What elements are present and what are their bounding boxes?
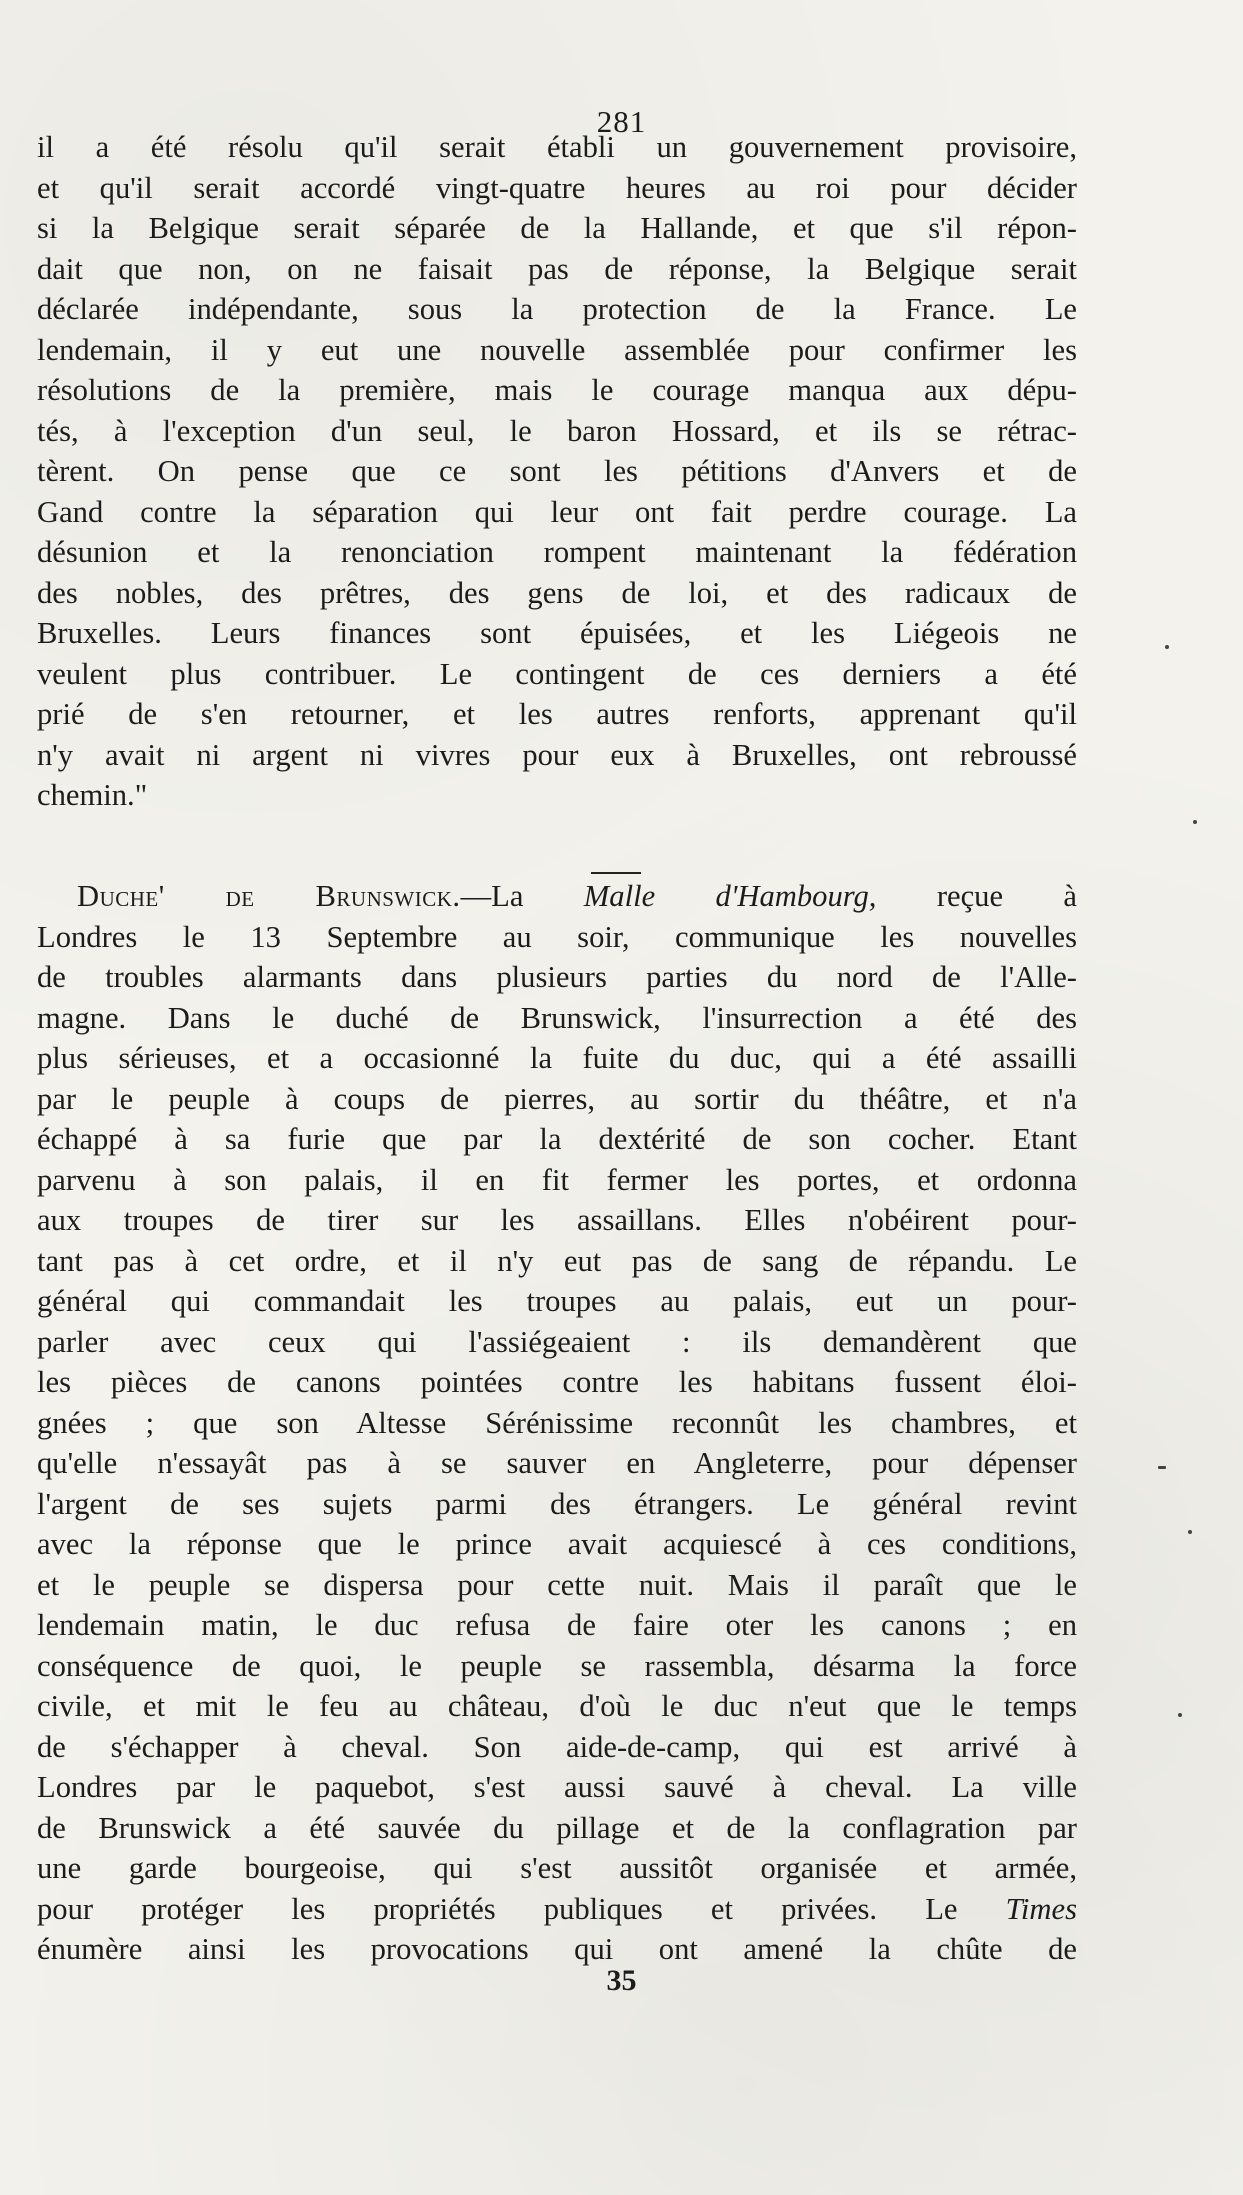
text-line: désunion et la renonciation rompent maintenant la fédération xyxy=(37,535,1077,569)
ink-speck xyxy=(1158,1466,1166,1469)
text-line: prié de s'en retourner, et les autres renforts, apprenant qu'il xyxy=(37,697,1077,731)
newspaper-title: Times xyxy=(1005,1891,1077,1926)
newspaper-title: Malle d'Hambourg, xyxy=(583,879,877,913)
section-separator xyxy=(591,872,641,874)
text-line: général qui commandait les troupes au palais, eut un pour- xyxy=(37,1284,1077,1318)
text-line: de Brunswick a été sauvée du pillage et de la conflagration par xyxy=(37,1810,1077,1845)
text-line: parvenu à son palais, il en fit fermer les portes, et ordonna xyxy=(37,1162,1077,1197)
ink-speck xyxy=(1193,820,1197,824)
section-heading: Duche' de Brunswick. xyxy=(77,879,461,913)
text-line: tant pas à cet ordre, et il n'y eut pas de sang de répandu. Le xyxy=(37,1243,1077,1278)
text-line: de troubles alarmants dans plusieurs parties du nord de l'Alle- xyxy=(37,960,1077,994)
text-line: parler avec ceux qui l'assiégeaient : ils demandèrent que xyxy=(37,1324,1077,1359)
text-line: conséquence de quoi, le peuple se rassembla, désarma la force xyxy=(37,1648,1077,1683)
text-line: veulent plus contribuer. Le contingent de ces derniers a été xyxy=(37,656,1077,691)
paragraph-brunswick xyxy=(37,876,1077,1970)
text-line: et le peuple se dispersa pour cette nuit. Mais il paraît que le xyxy=(37,1567,1077,1602)
text-fragment: pour protéger les propriétés publiques et privées. Le xyxy=(37,1891,1006,1926)
text-line: tèrent. On pense que ce sont les pétitions d'Anvers et de xyxy=(37,454,1077,488)
ink-speck xyxy=(1188,1530,1192,1534)
show-through-text xyxy=(60,2008,1060,2040)
text-line: Londres par le paquebot, s'est aussi sauvé à cheval. La ville xyxy=(37,1770,1077,1804)
text-line: chemin." xyxy=(37,778,148,812)
text-line: Bruxelles. Leurs finances sont épuisées, et les Liégeois ne xyxy=(37,616,1077,650)
text-line: déclarée indépendante, sous la protection de la France. Le xyxy=(37,292,1077,326)
text-line: échappé à sa furie que par la dextérité de son cocher. Etant xyxy=(37,1122,1077,1156)
text-line: plus sérieuses, et a occasionné la fuite du duc, qui a été assailli xyxy=(37,1041,1077,1075)
text-line: par le peuple à coups de pierres, au sortir du théâtre, et n'a xyxy=(37,1081,1077,1116)
text-line xyxy=(37,1889,1077,1930)
text-line: l'argent de ses sujets parmi des étrangers. Le général revint xyxy=(37,1486,1077,1521)
heading-dash: —La xyxy=(460,879,584,913)
text-line: résolutions de la première, mais le courage manqua aux dépu- xyxy=(37,373,1077,407)
text-line: Londres le 13 Septembre au soir, communique les nouvelles xyxy=(37,919,1077,954)
text-line: n'y avait ni argent ni vivres pour eux à Bruxelles, ont rebroussé xyxy=(37,737,1077,772)
text-line: magne. Dans le duché de Brunswick, l'insurrection a été des xyxy=(37,1000,1077,1035)
text-line: énumère ainsi les provocations qui ont amené la chûte de xyxy=(37,1932,1077,1966)
text-line: une garde bourgeoise, qui s'est aussitôt organisée et armée, xyxy=(37,1851,1077,1885)
text-line: dait que non, on ne faisait pas de réponse, la Belgique serait xyxy=(37,251,1077,286)
show-through-text xyxy=(60,1968,1060,2000)
text-line: avec la réponse que le prince avait acquiescé à ces conditions, xyxy=(37,1527,1077,1561)
text-line: lendemain, il y eut une nouvelle assemblée pour confirmer les xyxy=(37,332,1077,367)
paragraph-belgium xyxy=(37,127,1077,816)
text-line: aux troupes de tirer sur les assaillans. Elles n'obéirent pour- xyxy=(37,1203,1077,1237)
text-line: tés, à l'exception d'un seul, le baron Hossard, et ils se rétrac- xyxy=(37,413,1077,448)
ink-speck xyxy=(1178,1713,1182,1717)
text-line: qu'elle n'essayât pas à se sauver en Angleterre, pour dépenser xyxy=(37,1446,1077,1480)
text-line: si la Belgique serait séparée de la Hallande, et que s'il répon- xyxy=(37,211,1077,245)
text-line: civile, et mit le feu au château, d'où le duc n'eut que le temps xyxy=(37,1689,1077,1723)
ink-speck xyxy=(1165,645,1169,649)
text-line: lendemain matin, le duc refusa de faire oter les canons ; en xyxy=(37,1608,1077,1642)
page-number: 281 xyxy=(596,104,647,139)
text-line: les pièces de canons pointées contre les habitans fussent éloi- xyxy=(37,1365,1077,1399)
signature-mark: 35 xyxy=(606,1964,637,1997)
text-line: des nobles, des prêtres, des gens de loi, et des radicaux de xyxy=(37,575,1077,610)
paragraph-heading-line xyxy=(37,876,1077,917)
text-line: il a été résolu qu'il serait établi un gouvernement provisoire, xyxy=(37,130,1077,164)
text-line: et qu'il serait accordé vingt-quatre heures au roi pour décider xyxy=(37,170,1077,205)
text-line: gnées ; que son Altesse Sérénissime reconnût les chambres, et xyxy=(37,1405,1077,1440)
heading-line-rest: reçue à xyxy=(876,879,1077,913)
text-line: de s'échapper à cheval. Son aide-de-camp, qui est arrivé à xyxy=(37,1729,1077,1764)
text-line: Gand contre la séparation qui leur ont fait perdre courage. La xyxy=(37,494,1077,529)
